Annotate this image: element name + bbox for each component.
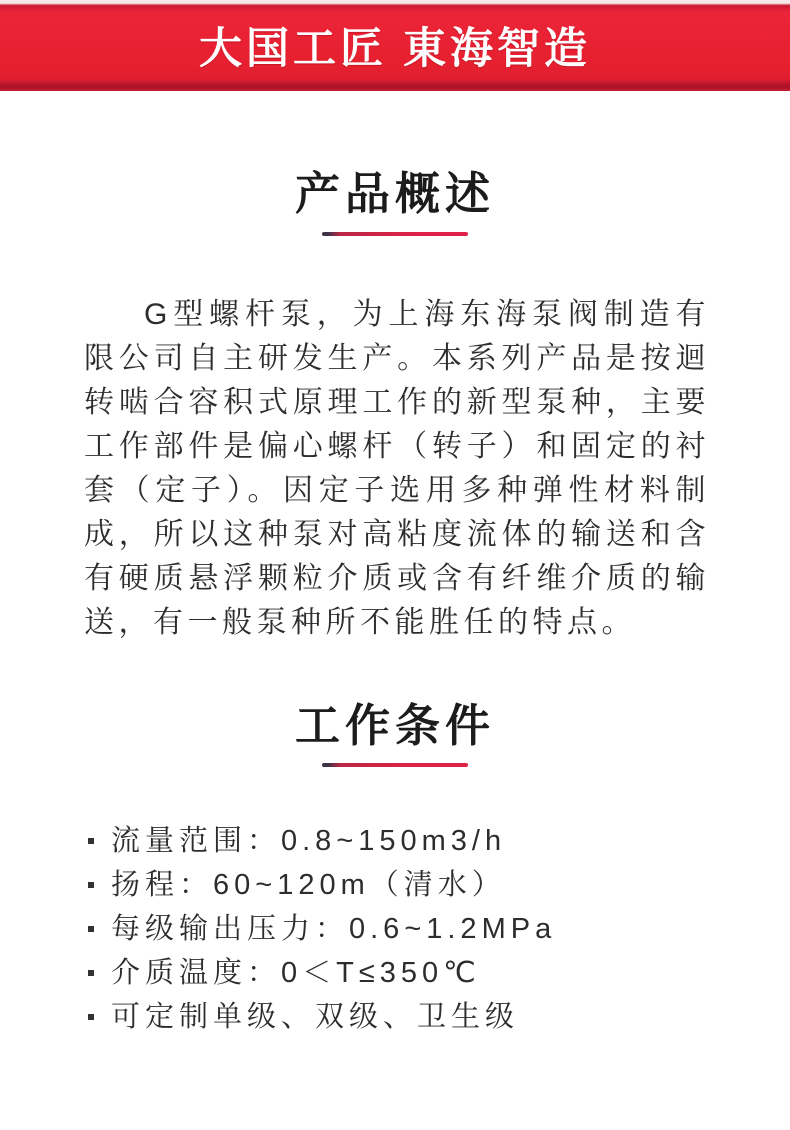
- product-overview-heading: 产品概述: [294, 168, 495, 219]
- conditions-list: [88, 819, 730, 1039]
- working-conditions-heading: 工作条件: [294, 699, 495, 751]
- condition-item-stage-pressure: 每级输出压力：0.6~1.2MPa: [88, 907, 730, 951]
- brand-banner: [0, 0, 790, 91]
- brand-banner-title: 大国工匠 東海智造: [199, 25, 591, 73]
- heading-underline: [322, 763, 468, 767]
- product-overview-paragraph: G型螺杆泵，为上海东海泵阀制造有限公司自主研发生产。本系列产品是按迴转啮合容积式原理工作的新型泵种，主要工作部件是偏心螺杆（转子）和固定的衬套（定子）。因定子选用多种弹性材料制成，所以这种泵对高粘度流体的输送和含有硬质悬浮颗粒介质或含有纤维介质的输送，有一般泵种所不能胜任的特点。: [84, 297, 710, 639]
- condition-item-flow-range: 流量范围：0.8~150m3/h: [88, 819, 730, 863]
- section-working-conditions: [0, 701, 790, 1040]
- section-product-overview: [0, 169, 790, 645]
- condition-item-medium-temperature: 介质温度：0＜T≤350℃: [88, 951, 730, 995]
- heading-underline: [322, 232, 468, 236]
- condition-item-head: 扬程：60~120m（清水）: [88, 863, 730, 907]
- condition-item-customization: 可定制单级、双级、卫生级: [88, 995, 730, 1039]
